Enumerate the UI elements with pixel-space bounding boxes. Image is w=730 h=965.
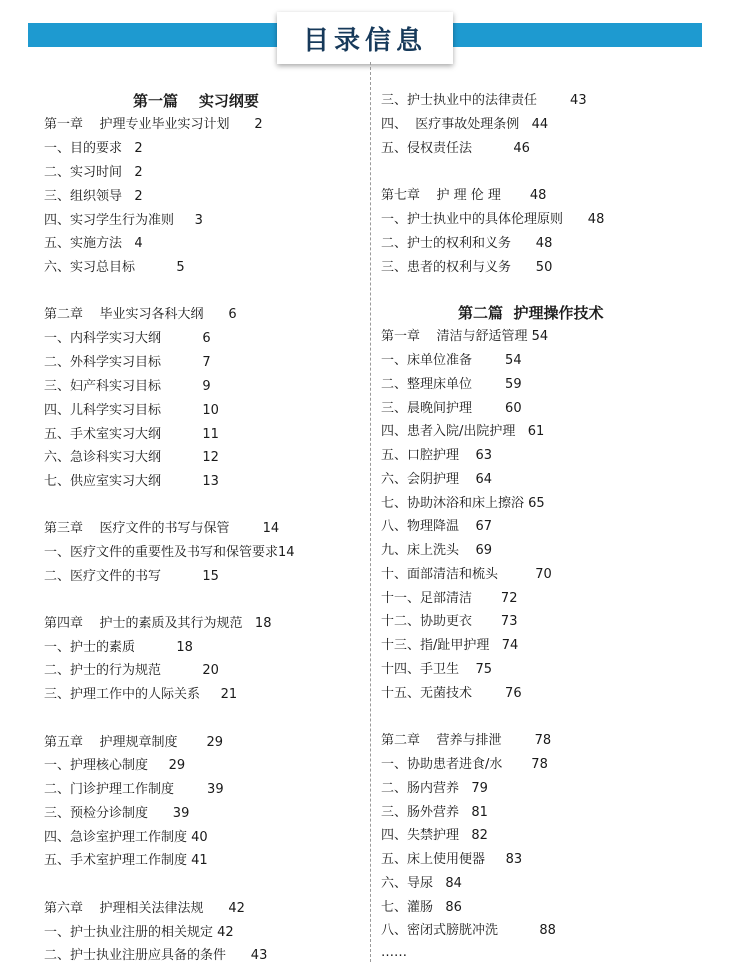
chapter-heading: 第一章 清洁与舒适管理 54	[381, 329, 549, 344]
toc-entry: 九、床上洗头 69	[381, 543, 493, 558]
toc-entry: 四、 医疗事故处理条例 44	[381, 117, 549, 132]
toc-entry: 一、床单位准备 54	[381, 353, 522, 368]
toc-entry: 四、急诊室护理工作制度 40	[44, 830, 208, 845]
toc-entry: 六、急诊科实习大纲 12	[44, 450, 219, 465]
toc-entry: 五、手术室实习大纲 11	[44, 427, 219, 442]
toc-entry: 六、实习总目标 5	[44, 260, 185, 275]
toc-entry: 二、护士的权利和义务 48	[381, 236, 553, 251]
toc-entry: 七、灌肠 86	[381, 900, 462, 915]
toc-entry: 八、物理降温 67	[381, 519, 493, 534]
toc-entry: 二、护士的行为规范 20	[44, 663, 219, 678]
chapter-heading: 第一章 护理专业毕业实习计划 2	[44, 117, 263, 132]
toc-entry: 三、预检分诊制度 39	[44, 806, 190, 821]
toc-entry: 一、护理核心制度 29	[44, 758, 186, 773]
toc-entry: 四、实习学生行为准则 3	[44, 213, 203, 228]
toc-entry: 二、实习时间 2	[44, 165, 143, 180]
toc-entry: 三、护理工作中的人际关系 21	[44, 687, 238, 702]
toc-entry: 五、实施方法 4	[44, 236, 143, 251]
chapter-heading: 第四章 护士的素质及其行为规范 18	[44, 616, 272, 631]
toc-entry: 三、妇产科实习目标 9	[44, 379, 211, 394]
toc-entry: 三、患者的权利与义务 50	[381, 260, 553, 275]
part-heading: 第二篇 护理操作技术	[458, 304, 604, 322]
toc-entry: 五、口腔护理 63	[381, 448, 493, 463]
toc-entry: 三、肠外营养 81	[381, 805, 488, 820]
toc-entry: 十五、无菌技术 76	[381, 686, 522, 701]
chapter-heading: 第七章 护 理 伦 理 48	[381, 188, 547, 203]
toc-entry: 二、肠内营养 79	[381, 781, 488, 796]
toc-entry: 二、门诊护理工作制度 39	[44, 782, 224, 797]
chapter-heading: 第三章 医疗文件的书写与保管 14	[44, 521, 280, 536]
toc-entry: 五、床上使用便器 83	[381, 852, 523, 867]
part-heading: 第一篇 实习纲要	[133, 92, 259, 110]
toc-entry: 一、医疗文件的重要性及书写和保管要求14	[44, 545, 295, 560]
chapter-heading: 第二章 营养与排泄 78	[381, 733, 552, 748]
toc-entry: 八、密闭式膀胱冲洗 88	[381, 923, 556, 938]
toc-entry: 一、目的要求 2	[44, 141, 143, 156]
toc-entry: 四、儿科学实习目标 10	[44, 403, 219, 418]
toc-entry: 十三、指/趾甲护理 74	[381, 638, 519, 653]
chapter-heading: 第五章 护理规章制度 29	[44, 735, 223, 750]
toc-entry: 一、护士的素质 18	[44, 640, 193, 655]
toc-entry: 七、供应室实习大纲 13	[44, 474, 219, 489]
toc-entry: 六、导尿 84	[381, 876, 462, 891]
toc-entry: 一、护士执业中的具体伦理原则 48	[381, 212, 605, 227]
toc-entry: 七、协助沐浴和床上擦浴 65	[381, 496, 545, 511]
toc-entry: 一、内科学实习大纲 6	[44, 331, 211, 346]
toc-entry: 二、护士执业注册应具备的条件 43	[44, 948, 268, 963]
toc-entry: 二、整理床单位 59	[381, 377, 522, 392]
chapter-heading: 第二章 毕业实习各科大纲 6	[44, 307, 237, 322]
toc-entry: 二、外科学实习目标 7	[44, 355, 211, 370]
toc-entry: 三、晨晚间护理 60	[381, 401, 522, 416]
toc-entry: 四、失禁护理 82	[381, 828, 488, 843]
toc-entry: 四、患者入院/出院护理 61	[381, 424, 545, 439]
page-title: 目录信息	[277, 12, 453, 64]
toc-entry: 五、侵权责任法 46	[381, 141, 530, 156]
toc-entry: 三、护士执业中的法律责任 43	[381, 93, 587, 108]
column-divider	[370, 62, 371, 962]
toc-entry: 二、医疗文件的书写 15	[44, 569, 219, 584]
toc-entry: 十四、手卫生 75	[381, 662, 493, 677]
chapter-heading: 第六章 护理相关法律法规 42	[44, 901, 245, 916]
toc-entry: 六、会阴护理 64	[381, 472, 493, 487]
toc-entry: 一、协助患者进食/水 78	[381, 757, 548, 772]
toc-entry: 十、面部清洁和梳头 70	[381, 567, 552, 582]
toc-entry: 五、手术室护理工作制度 41	[44, 853, 208, 868]
ellipsis-entry: ……	[381, 945, 407, 960]
toc-entry: 十二、协助更衣 73	[381, 614, 518, 629]
toc-entry: 十一、足部清洁 72	[381, 591, 518, 606]
toc-entry: 一、护士执业注册的相关规定 42	[44, 925, 234, 940]
toc-entry: 三、组织领导 2	[44, 189, 143, 204]
